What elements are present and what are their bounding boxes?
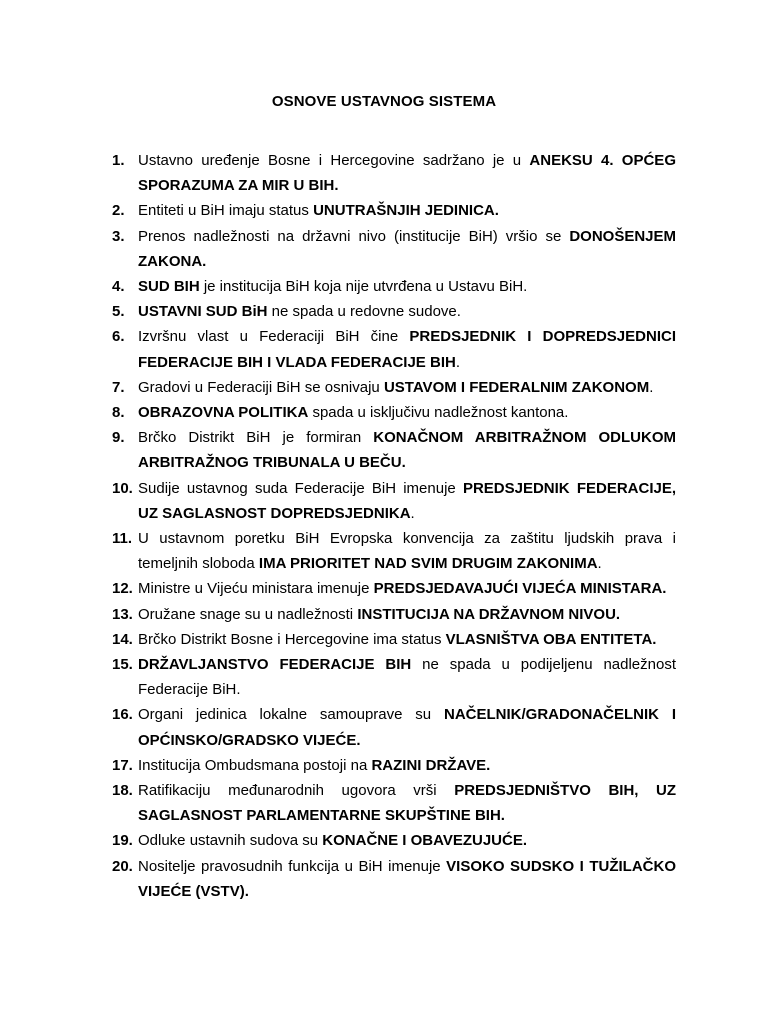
list-item	[112, 526, 676, 576]
list-item	[112, 627, 676, 652]
item-text	[138, 425, 676, 475]
item-text	[138, 627, 676, 652]
item-text	[138, 652, 676, 702]
item-emphasis: INSTITUCIJA NA DRŽAVNOM NIVOU.	[357, 605, 621, 623]
item-emphasis: PREDSJEDNIŠTVO BIH, UZ SAGLASNOST PARLAMENTARNE SKUPŠTINE BIH.	[138, 782, 676, 825]
item-text-segment: Odluke ustavnih sudova su	[138, 832, 323, 850]
item-text-segment: Ratifikaciju međunarodnih ugovora vrši	[138, 782, 455, 800]
item-number: 17.	[112, 756, 133, 774]
item-emphasis: ANEKSU 4. OPĆEG SPORAZUMA ZA MIR U BIH.	[138, 152, 676, 195]
item-emphasis: NAČELNIK/GRADONAČELNIK I OPĆINSKO/GRADSKO VIJEĆE.	[138, 706, 676, 749]
item-text-segment: Ustavno uređenje Bosne i Hercegovine sadržano je u	[138, 152, 530, 169]
list-item	[112, 425, 676, 475]
item-emphasis: DONOŠENJEM ZAKONA.	[138, 227, 676, 270]
item-text	[138, 526, 676, 576]
item-text	[138, 854, 676, 904]
item-number: 12.	[112, 580, 133, 598]
item-text-segment: Entiteti u BiH imaju status	[138, 202, 314, 220]
item-number: 3.	[112, 227, 125, 245]
item-text-segment: Brčko Distrikt Bosne i Hercegovine ima status	[138, 630, 446, 648]
item-emphasis: PREDSJEDAVAJUĆI VIJEĆA MINISTARA.	[373, 580, 667, 598]
item-emphasis: SUD BIH	[138, 278, 200, 296]
item-text	[138, 753, 676, 778]
item-number: 16.	[112, 706, 133, 724]
list-item	[112, 854, 676, 904]
list-item	[112, 778, 676, 828]
list-item	[112, 299, 676, 324]
item-emphasis: UNUTRAŠNJIH JEDINICA.	[313, 202, 499, 220]
item-text	[138, 602, 676, 627]
item-number: 14.	[112, 630, 133, 648]
list-item	[112, 274, 676, 299]
item-number: 2.	[112, 202, 125, 220]
item-emphasis: KONAČNE I OBAVEZUJUĆE.	[322, 832, 528, 850]
list-item	[112, 324, 676, 374]
numbered-list	[112, 148, 676, 904]
list-item	[112, 476, 676, 526]
item-number: 1.	[112, 152, 125, 169]
item-emphasis: KONAČNOM ARBITRAŽNOM ODLUKOM ARBITRAŽNOG TRIBUNALA U BEČU.	[138, 429, 676, 472]
item-text-segment: Ministre u Vijeću ministara imenuje	[138, 580, 374, 598]
item-text-segment: Izvršnu vlast u Federaciji BiH čine	[138, 328, 410, 346]
item-text	[138, 476, 676, 526]
item-emphasis: DRŽAVLJANSTVO FEDERACIJE BIH	[138, 656, 412, 674]
item-text-segment: ne spada u redovne sudove.	[267, 303, 461, 321]
item-text-segment: Institucija Ombudsmana postoji na	[138, 756, 372, 774]
item-text-segment: Sudije ustavnog suda Federacije BiH imenuje	[138, 479, 463, 497]
item-text-segment: ne spada u podijeljenu nadležnost Federacije BiH.	[138, 656, 677, 699]
item-emphasis: USTAVOM I FEDERALNIM ZAKONOM	[383, 378, 650, 396]
item-text	[138, 274, 676, 299]
item-emphasis: IMA PRIORITET NAD SVIM DRUGIM ZAKONIMA	[258, 555, 598, 573]
item-text-segment: .	[597, 555, 602, 573]
item-text-segment: .	[455, 353, 460, 371]
item-text-segment: .	[410, 504, 415, 522]
list-item	[112, 148, 676, 198]
item-number: 11.	[112, 530, 133, 548]
item-text	[138, 148, 676, 198]
item-text	[138, 224, 676, 274]
item-number: 10.	[112, 479, 133, 497]
item-text	[138, 702, 676, 752]
item-text-segment: Gradovi u Federaciji BiH se osnivaju	[138, 378, 384, 396]
item-number: 8.	[112, 404, 125, 422]
item-number: 7.	[112, 378, 125, 396]
list-item	[112, 602, 676, 627]
item-emphasis: VISOKO SUDSKO I TUŽILAČKO VIJEĆE (VSTV).	[138, 857, 676, 900]
item-text-segment: je institucija BiH koja nije utvrđena u Ustavu BiH.	[199, 278, 528, 296]
list-item	[112, 224, 676, 274]
item-text	[138, 400, 676, 425]
item-emphasis: PREDSJEDNIK FEDERACIJE, UZ SAGLASNOST DOPREDSJEDNIKA	[138, 479, 676, 522]
item-text-segment: .	[649, 378, 654, 396]
item-text	[138, 576, 676, 601]
item-text-segment: spada u isključivu nadležnost kantona.	[308, 404, 569, 422]
list-item	[112, 375, 676, 400]
item-text-segment: Nositelje pravosudnih funkcija u BiH imenuje	[138, 857, 447, 875]
list-item	[112, 652, 676, 702]
item-emphasis: VLASNIŠTVA OBA ENTITETA.	[445, 630, 657, 648]
item-emphasis: OBRAZOVNA POLITIKA	[138, 404, 309, 422]
item-number: 19.	[112, 832, 133, 850]
item-text	[138, 198, 676, 223]
item-text	[138, 828, 676, 853]
item-text-segment: Organi jedinica lokalne samouprave su	[138, 706, 444, 724]
item-text	[138, 375, 676, 400]
item-text	[138, 778, 676, 828]
item-number: 20.	[112, 857, 133, 875]
item-number: 4.	[112, 278, 125, 296]
item-number: 6.	[112, 328, 125, 346]
item-number: 18.	[112, 782, 133, 800]
item-number: 13.	[112, 605, 133, 623]
list-item	[112, 828, 676, 853]
item-emphasis: RAZINI DRŽAVE.	[371, 756, 491, 774]
list-item	[112, 702, 676, 752]
list-item	[112, 198, 676, 223]
item-text-segment: Prenos nadležnosti na državni nivo (institucije BiH) vršio se	[138, 227, 570, 245]
item-text	[138, 324, 676, 374]
document-title: OSNOVE USTAVNOG SISTEMA	[271, 93, 497, 110]
item-text	[138, 299, 676, 324]
item-number: 15.	[112, 656, 133, 674]
item-text-segment: Oružane snage su u nadležnosti	[138, 605, 358, 623]
item-emphasis: USTAVNI SUD BiH	[138, 303, 268, 321]
item-number: 9.	[112, 429, 125, 447]
item-text-segment: Brčko Distrikt BiH je formiran	[138, 429, 374, 447]
list-item	[112, 400, 676, 425]
list-item	[112, 576, 676, 601]
item-number: 5.	[112, 303, 125, 321]
list-item	[112, 753, 676, 778]
item-text-segment: U ustavnom poretku BiH Evropska konvencija za zaštitu ljudskih prava i temeljnih sloboda	[138, 530, 676, 573]
item-emphasis: PREDSJEDNIK I DOPREDSJEDNICI FEDERACIJE BIH I VLADA FEDERACIJE BIH	[138, 328, 676, 371]
